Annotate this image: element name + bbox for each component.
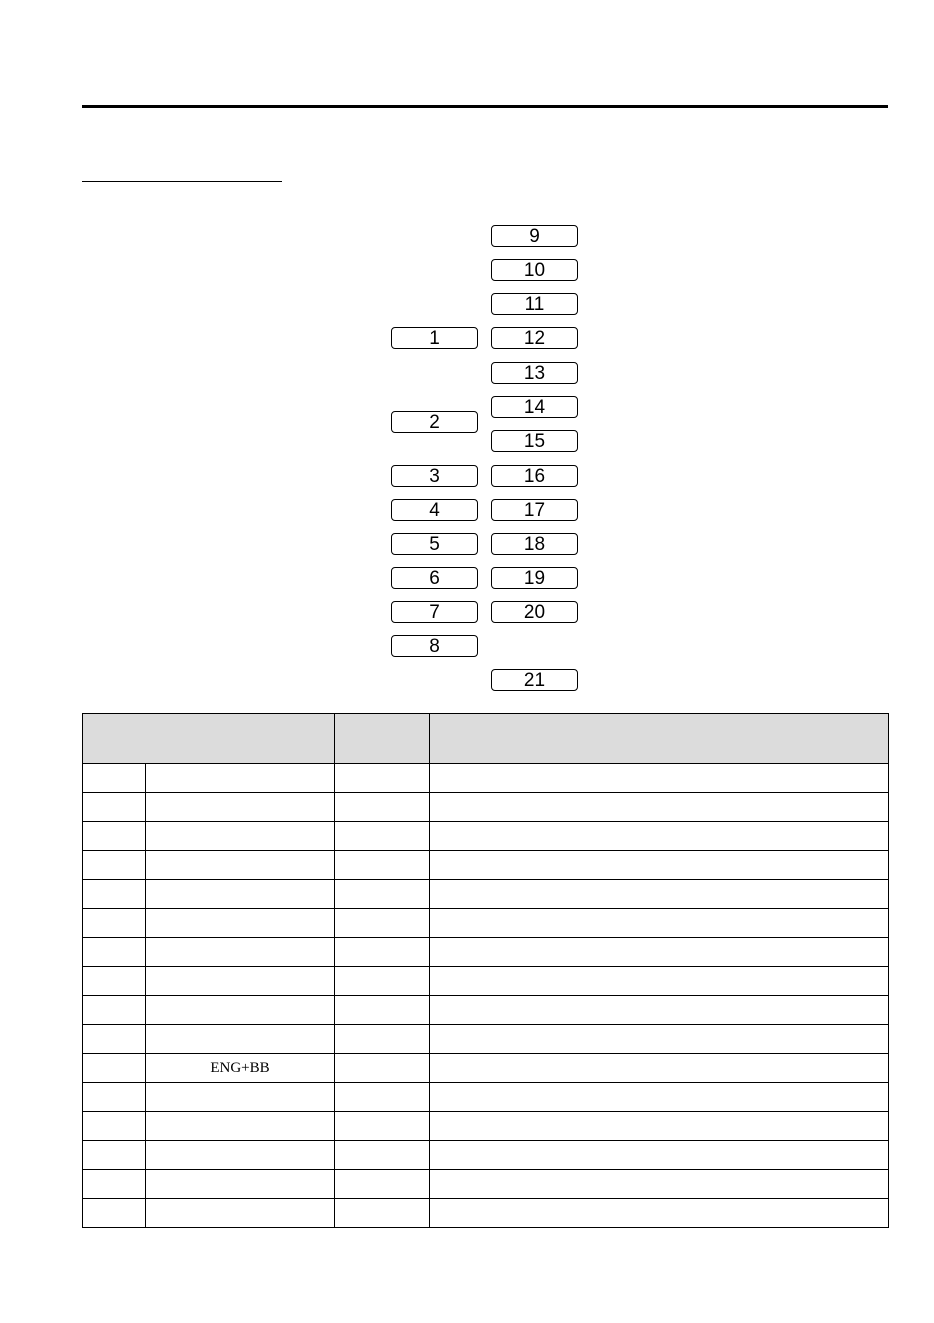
header-rating — [335, 714, 430, 764]
row-number — [83, 793, 146, 822]
rating-cell — [335, 764, 430, 793]
fuse-slot-13: 13 — [491, 362, 578, 384]
fuse-slot-17: 17 — [491, 499, 578, 521]
table-row — [83, 967, 889, 996]
table-row — [83, 851, 889, 880]
table-row — [83, 938, 889, 967]
row-number — [83, 1199, 146, 1228]
description-cell — [430, 764, 889, 793]
table-row — [83, 1054, 889, 1083]
description-cell — [430, 793, 889, 822]
description-cell — [430, 967, 889, 996]
rating-cell — [335, 1054, 430, 1083]
fuse-slot-11: 11 — [491, 293, 578, 315]
description-cell — [430, 1141, 889, 1170]
table-row — [83, 822, 889, 851]
fuse-slot-10: 10 — [491, 259, 578, 281]
fuse-slot-9: 9 — [491, 225, 578, 247]
header-circuit — [83, 714, 335, 764]
row-number — [83, 851, 146, 880]
table-row — [83, 880, 889, 909]
rating-cell — [335, 909, 430, 938]
circuit-cell — [146, 1083, 335, 1112]
header-description — [430, 714, 889, 764]
circuit-cell — [146, 909, 335, 938]
rating-cell — [335, 793, 430, 822]
circuit-cell — [146, 967, 335, 996]
top-rule — [82, 105, 888, 108]
circuit-cell: ENG+BB — [146, 1054, 335, 1083]
description-cell — [430, 1170, 889, 1199]
table-row — [83, 1141, 889, 1170]
rating-cell — [335, 822, 430, 851]
fuse-slot-2: 2 — [391, 411, 478, 433]
description-cell — [430, 822, 889, 851]
description-cell — [430, 1054, 889, 1083]
table-row — [83, 1199, 889, 1228]
table-row — [83, 1083, 889, 1112]
circuit-cell — [146, 1112, 335, 1141]
circuit-cell — [146, 1170, 335, 1199]
rating-cell — [335, 967, 430, 996]
fuse-slot-18: 18 — [491, 533, 578, 555]
fuse-slot-3: 3 — [391, 465, 478, 487]
fuse-slot-1: 1 — [391, 327, 478, 349]
description-cell — [430, 909, 889, 938]
rating-cell — [335, 1141, 430, 1170]
row-number — [83, 909, 146, 938]
fuse-table — [82, 713, 889, 1228]
table-row — [83, 1170, 889, 1199]
circuit-cell — [146, 938, 335, 967]
fuse-slot-12: 12 — [491, 327, 578, 349]
row-number — [83, 880, 146, 909]
rating-cell — [335, 1170, 430, 1199]
description-cell — [430, 996, 889, 1025]
circuit-cell — [146, 851, 335, 880]
circuit-cell — [146, 822, 335, 851]
description-cell — [430, 1112, 889, 1141]
fuse-slot-8: 8 — [391, 635, 478, 657]
circuit-cell — [146, 1199, 335, 1228]
circuit-cell — [146, 1025, 335, 1054]
row-number — [83, 822, 146, 851]
row-number — [83, 1112, 146, 1141]
fuse-slot-14: 14 — [491, 396, 578, 418]
rating-cell — [335, 996, 430, 1025]
fuse-slot-16: 16 — [491, 465, 578, 487]
fuse-slot-6: 6 — [391, 567, 478, 589]
description-cell — [430, 880, 889, 909]
circuit-cell — [146, 880, 335, 909]
row-number — [83, 938, 146, 967]
row-number — [83, 1141, 146, 1170]
rating-cell — [335, 851, 430, 880]
table-row — [83, 909, 889, 938]
fuse-slot-20: 20 — [491, 601, 578, 623]
circuit-cell — [146, 1141, 335, 1170]
table-row — [83, 1025, 889, 1054]
circuit-cell — [146, 996, 335, 1025]
section-title-underline — [82, 181, 282, 182]
row-number — [83, 996, 146, 1025]
table-row — [83, 1112, 889, 1141]
row-number — [83, 764, 146, 793]
fuse-slot-5: 5 — [391, 533, 478, 555]
fuse-slot-15: 15 — [491, 430, 578, 452]
row-number — [83, 1025, 146, 1054]
circuit-cell — [146, 764, 335, 793]
fuse-slot-21: 21 — [491, 669, 578, 691]
rating-cell — [335, 1025, 430, 1054]
fuse-slot-4: 4 — [391, 499, 478, 521]
description-cell — [430, 1199, 889, 1228]
row-number — [83, 967, 146, 996]
row-number — [83, 1170, 146, 1199]
description-cell — [430, 851, 889, 880]
rating-cell — [335, 1083, 430, 1112]
fuse-slot-7: 7 — [391, 601, 478, 623]
description-cell — [430, 1083, 889, 1112]
table-row — [83, 996, 889, 1025]
row-number — [83, 1054, 146, 1083]
rating-cell — [335, 880, 430, 909]
description-cell — [430, 1025, 889, 1054]
description-cell — [430, 938, 889, 967]
table-row — [83, 793, 889, 822]
fuse-slot-19: 19 — [491, 567, 578, 589]
table-header-row — [83, 714, 889, 764]
rating-cell — [335, 1199, 430, 1228]
table-row — [83, 764, 889, 793]
row-number — [83, 1083, 146, 1112]
rating-cell — [335, 1112, 430, 1141]
rating-cell — [335, 938, 430, 967]
circuit-cell — [146, 793, 335, 822]
table-body — [83, 764, 889, 1228]
